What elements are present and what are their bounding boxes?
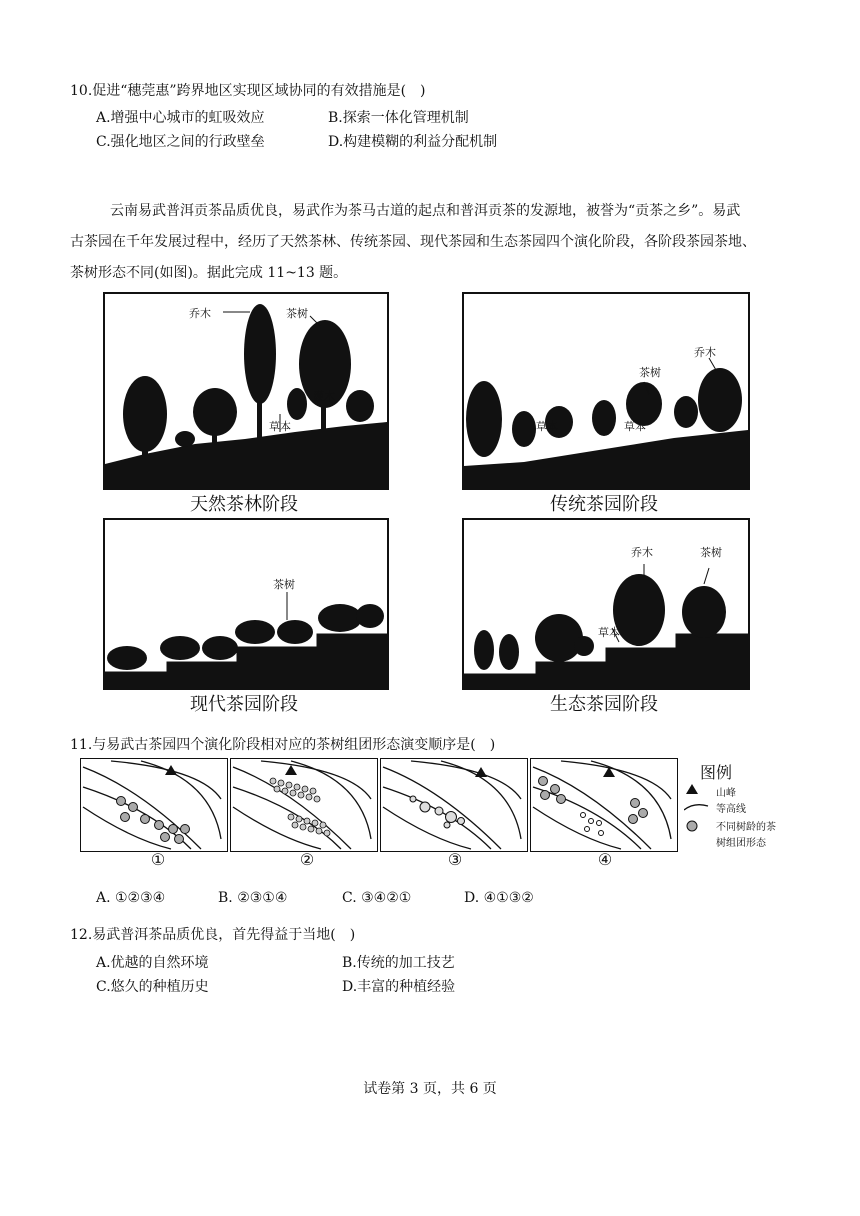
stage-label-modern: 现代茶园阶段	[190, 694, 298, 715]
q11-option-a: A. ①②③④	[96, 890, 166, 906]
q12-option-b: B.传统的加工技艺	[342, 955, 455, 971]
stage-natural-forest-illustration	[103, 292, 389, 490]
question-10-stem: 10.促进“穗莞惠”跨界地区实现区域协同的有效措施是( )	[70, 83, 426, 99]
q10-option-d: D.构建模糊的利益分配机制	[328, 134, 498, 150]
map-number-2: ②	[299, 850, 315, 869]
stage-modern-garden-illustration	[103, 518, 389, 690]
stage-traditional-garden-illustration	[462, 292, 750, 490]
q12-option-d: D.丰富的种植经验	[342, 979, 456, 995]
cluster-map-2	[230, 758, 378, 852]
cluster-map-3	[380, 758, 528, 852]
question-12-stem: 12.易武普洱茶品质优良，首先得益于当地( )	[70, 927, 356, 943]
map-number-1: ①	[150, 850, 166, 869]
q10-option-b: B.探索一体化管理机制	[328, 110, 469, 126]
legend-cluster-line1: 不同树龄的茶	[716, 822, 776, 833]
legend-peak: 山峰	[716, 788, 736, 799]
map-number-4: ④	[597, 850, 613, 869]
label-tea-tree-2: 茶树	[639, 366, 661, 379]
legend-title: 图例	[700, 763, 733, 782]
passage	[70, 196, 790, 289]
passage-line-3: 茶树形态不同(如图)。据此完成 11~13 题。	[70, 265, 348, 281]
q11-option-b: B. ②③①④	[218, 890, 288, 906]
label-tea-tree-4: 茶树	[700, 546, 722, 559]
stage-label-traditional: 传统茶园阶段	[550, 494, 658, 515]
label-tea-tree-3: 茶树	[273, 578, 295, 591]
q10-option-c: C.强化地区之间的行政壁垒	[96, 134, 265, 150]
label-arbor-2: 乔木	[694, 346, 716, 359]
label-herb: 草本	[269, 420, 291, 433]
page-footer: 试卷第 3 页，共 6 页	[363, 1081, 497, 1097]
label-herb-4: 草本	[598, 626, 620, 639]
q12-option-c: C.悠久的种植历史	[96, 979, 209, 995]
question-11-stem: 11.与易武古茶园四个演化阶段相对应的茶树组团形态演变顺序是( )	[70, 737, 496, 753]
stage-label-natural: 天然茶林阶段	[190, 494, 298, 515]
stage-ecological-garden-illustration	[462, 518, 750, 690]
contour-line-icon	[684, 805, 708, 810]
passage-line-2: 古茶园在千年发展过程中，经历了天然茶林、传统茶园、现代茶园和生态茶园四个演化阶段，各阶段茶园茶地、	[70, 234, 756, 250]
label-arbor-4: 乔木	[631, 546, 653, 559]
cluster-map-1	[80, 758, 228, 852]
passage-line-1: 云南易武普洱贡茶品质优良，易武作为茶马古道的起点和普洱贡茶的发源地，被誉为“贡茶之乡”。易武	[110, 203, 741, 219]
label-herb-2b: 草本	[624, 420, 646, 433]
peak-icon	[686, 784, 698, 794]
label-shrub: 灌木	[313, 390, 335, 403]
label-herb-2a: 草本	[536, 420, 558, 433]
q11-option-d: D. ④①③②	[464, 890, 534, 906]
q12-option-a: A.优越的自然环境	[96, 955, 209, 971]
cluster-icon	[687, 821, 697, 831]
map-number-3: ③	[447, 850, 463, 869]
legend-symbols	[684, 784, 714, 854]
legend-cluster-line2: 树组团形态	[716, 838, 766, 849]
label-arbor: 乔木	[189, 307, 211, 320]
label-tea-tree: 茶树	[286, 307, 308, 320]
q10-option-a: A.增强中心城市的虹吸效应	[96, 110, 265, 126]
legend-contour: 等高线	[716, 804, 746, 815]
stage-label-ecological: 生态茶园阶段	[550, 694, 658, 715]
q11-option-c: C. ③④②①	[342, 890, 412, 906]
cluster-map-4	[530, 758, 678, 852]
